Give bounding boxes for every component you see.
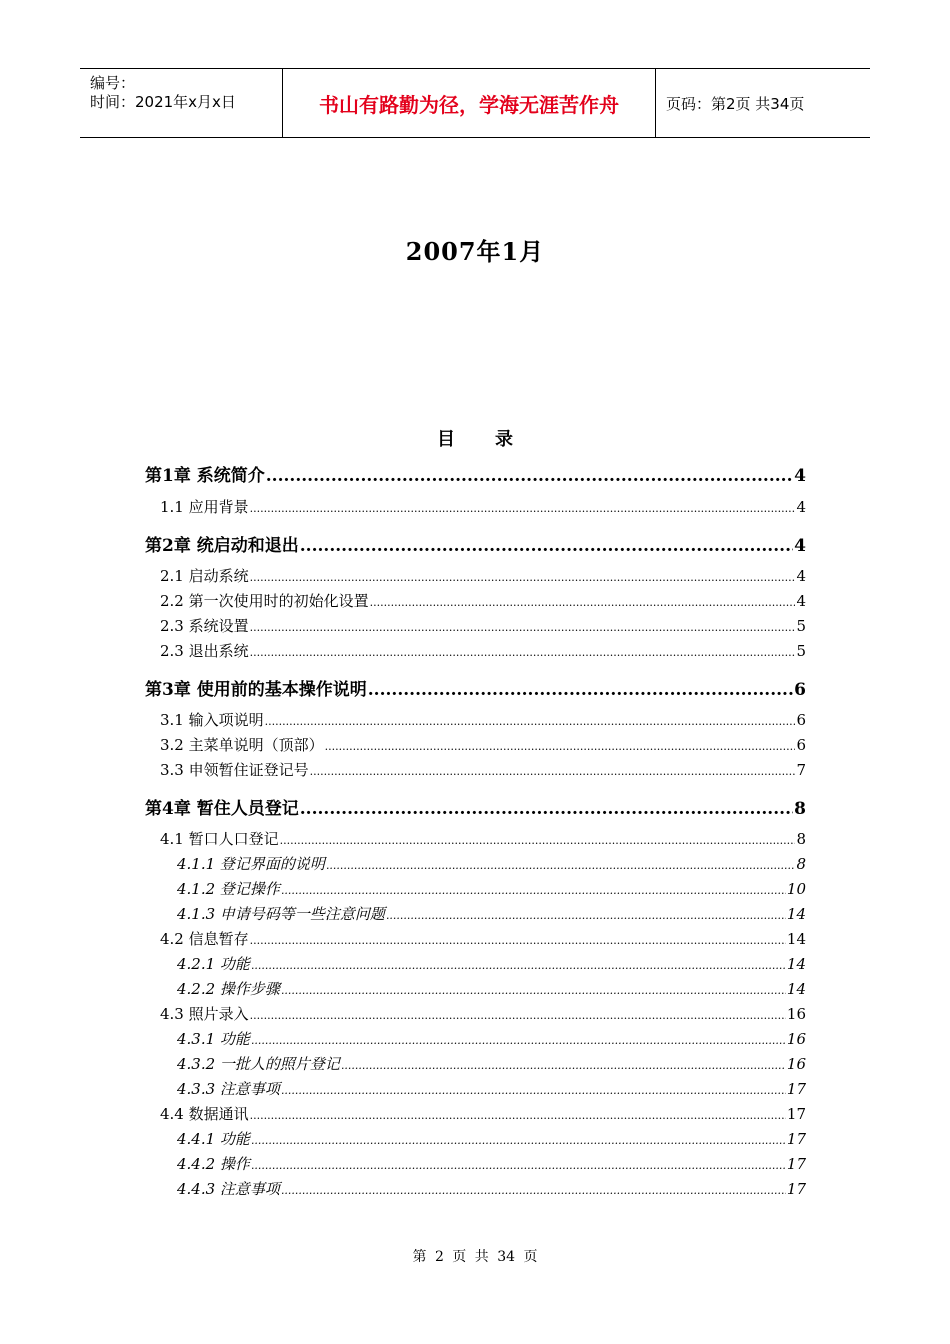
toc-chapter-entry[interactable] xyxy=(145,461,806,486)
toc-entry-label: 4.1 暂口人口登记 xyxy=(160,830,279,848)
toc-entry-page: 5 xyxy=(796,617,806,635)
toc-entry-page: 10 xyxy=(786,880,806,898)
toc-chapter-entry[interactable] xyxy=(145,794,806,819)
toc-leader-dots xyxy=(250,1109,786,1122)
toc-entry-page: 4 xyxy=(796,567,806,585)
toc-leader-dots xyxy=(325,740,796,753)
toc-entry-label: 4.1.1 登记界面的说明 xyxy=(177,855,325,873)
toc-subsection-entry[interactable] xyxy=(177,1078,806,1099)
toc-leader-dots xyxy=(281,1184,786,1197)
toc-leader-dots xyxy=(300,536,793,556)
toc-entry-label: 2.2 第一次使用时的初始化设置 xyxy=(160,592,369,610)
toc-section-entry[interactable] xyxy=(160,1103,806,1124)
toc-entry-label: 4.2.1 功能 xyxy=(177,955,250,973)
toc-title-char: 目 xyxy=(437,429,455,450)
toc-title xyxy=(0,425,950,451)
toc-leader-dots xyxy=(251,1134,786,1147)
toc-subsection-entry[interactable] xyxy=(177,853,806,874)
toc-chapter-entry[interactable] xyxy=(145,531,806,556)
header-number-label: 编号： xyxy=(90,74,136,92)
header-page-info: 页码：第2页 共34页 xyxy=(666,94,805,113)
date-title: 2007年1月 xyxy=(405,237,545,266)
toc-leader-dots xyxy=(326,859,796,872)
toc-entry-label: 第4章 暂住人员登记 xyxy=(145,799,299,819)
toc-entry-label: 1.1 应用背景 xyxy=(160,498,249,516)
toc-subsection-entry[interactable] xyxy=(177,953,806,974)
toc-entry-page: 4 xyxy=(796,498,806,516)
toc-section-entry[interactable] xyxy=(160,590,806,611)
toc-entry-label: 4.2.2 操作步骤 xyxy=(177,980,280,998)
toc-section-entry[interactable] xyxy=(160,615,806,636)
toc-leader-dots xyxy=(386,909,786,922)
toc-leader-dots xyxy=(281,984,786,997)
toc-section-entry[interactable] xyxy=(160,640,806,661)
toc-leader-dots xyxy=(251,1159,786,1172)
toc-entry-page: 4 xyxy=(794,536,806,556)
toc-leader-dots xyxy=(250,934,786,947)
toc-leader-dots xyxy=(250,646,796,659)
toc-entry-page: 16 xyxy=(786,1055,806,1073)
toc-subsection-entry[interactable] xyxy=(177,978,806,999)
toc-section-entry[interactable] xyxy=(160,496,806,517)
toc-entry-page: 17 xyxy=(786,1105,806,1123)
toc-leader-dots xyxy=(281,884,786,897)
toc-entry-page: 6 xyxy=(796,736,806,754)
toc-entry-label: 4.3.2 一批人的照片登记 xyxy=(177,1055,340,1073)
toc-subsection-entry[interactable] xyxy=(177,1053,806,1074)
toc-leader-dots xyxy=(251,959,786,972)
toc-entry-label: 4.3 照片录入 xyxy=(160,1005,249,1023)
toc-entry-page: 14 xyxy=(786,905,806,923)
toc-entry-page: 17 xyxy=(786,1180,806,1198)
toc-leader-dots xyxy=(250,621,796,634)
toc-entry-label: 4.4.2 操作 xyxy=(177,1155,250,1173)
toc-leader-dots xyxy=(280,834,796,847)
toc-leader-dots xyxy=(310,765,796,778)
toc-section-entry[interactable] xyxy=(160,1003,806,1024)
toc-section-entry[interactable] xyxy=(160,928,806,949)
toc-entry-page: 6 xyxy=(794,680,806,700)
toc-entry-label: 4.4.1 功能 xyxy=(177,1130,250,1148)
toc-entry-label: 4.4.3 注意事项 xyxy=(177,1180,280,1198)
toc-entry-page: 16 xyxy=(786,1005,806,1023)
toc-entry-page: 7 xyxy=(796,761,806,779)
header-motto: 书山有路勤为径，学海无涯苦作舟 xyxy=(319,92,619,117)
toc-subsection-entry[interactable] xyxy=(177,1028,806,1049)
header-divider xyxy=(655,69,656,137)
toc-entry-label: 3.1 输入项说明 xyxy=(160,711,264,729)
toc-subsection-entry[interactable] xyxy=(177,878,806,899)
toc-leader-dots xyxy=(250,1009,786,1022)
toc-leader-dots xyxy=(300,799,793,819)
toc-chapter-entry[interactable] xyxy=(145,675,806,700)
toc-entry-label: 4.4 数据通讯 xyxy=(160,1105,249,1123)
toc-leader-dots xyxy=(250,502,796,515)
toc-subsection-entry[interactable] xyxy=(177,1153,806,1174)
toc-entry-page: 14 xyxy=(786,955,806,973)
toc-entry-page: 14 xyxy=(786,980,806,998)
toc-entry-page: 5 xyxy=(796,642,806,660)
toc-entry-label: 2.3 退出系统 xyxy=(160,642,249,660)
toc-leader-dots xyxy=(251,1034,786,1047)
toc-subsection-entry[interactable] xyxy=(177,903,806,924)
toc-entry-page: 17 xyxy=(786,1155,806,1173)
toc-entry-label: 2.3 系统设置 xyxy=(160,617,249,635)
header-info-cell xyxy=(80,69,282,137)
toc-entry-label: 4.1.2 登记操作 xyxy=(177,880,280,898)
toc-entry-label: 4.2 信息暂存 xyxy=(160,930,249,948)
document-header xyxy=(80,68,870,138)
toc-subsection-entry[interactable] xyxy=(177,1128,806,1149)
toc-entry-page: 6 xyxy=(796,711,806,729)
toc-entry-page: 17 xyxy=(786,1130,806,1148)
toc-entry-label: 3.2 主菜单说明（顶部） xyxy=(160,736,324,754)
toc-entry-label: 第3章 使用前的基本操作说明 xyxy=(145,680,367,700)
toc-entry-label: 4.3.1 功能 xyxy=(177,1030,250,1048)
toc-entry-page: 8 xyxy=(796,855,806,873)
toc-leader-dots xyxy=(368,680,793,700)
header-time-label: 时间：2021年x月x日 xyxy=(90,93,236,111)
toc-entry-page: 14 xyxy=(786,930,806,948)
toc-leader-dots xyxy=(281,1084,786,1097)
toc-entry-page: 8 xyxy=(794,799,806,819)
toc-entry-label: 3.3 申领暂住证登记号 xyxy=(160,761,309,779)
toc-entry-label: 第1章 系统简介 xyxy=(145,466,265,486)
toc-entry-page: 4 xyxy=(796,592,806,610)
toc-entry-page: 16 xyxy=(786,1030,806,1048)
toc-subsection-entry[interactable] xyxy=(177,1178,806,1199)
toc-entry-page: 17 xyxy=(786,1080,806,1098)
toc-leader-dots xyxy=(250,571,796,584)
toc-leader-dots xyxy=(341,1059,786,1072)
toc-section-entry[interactable] xyxy=(160,734,806,755)
toc-entry-page: 4 xyxy=(794,466,806,486)
toc-leader-dots xyxy=(265,715,796,728)
toc-leader-dots xyxy=(370,596,796,609)
page-footer: 第 2 页 共 34 页 xyxy=(412,1249,538,1265)
toc-entry-label: 2.1 启动系统 xyxy=(160,567,249,585)
toc-entry-label: 第2章 统启动和退出 xyxy=(145,536,299,556)
toc-entry-label: 4.1.3 申请号码等一些注意问题 xyxy=(177,905,385,923)
toc-section-entry[interactable] xyxy=(160,709,806,730)
toc-section-entry[interactable] xyxy=(160,828,806,849)
toc-entry-page: 8 xyxy=(796,830,806,848)
toc-leader-dots xyxy=(266,466,793,486)
toc-title-char: 录 xyxy=(495,429,513,450)
toc-entry-label: 4.3.3 注意事项 xyxy=(177,1080,280,1098)
toc-section-entry[interactable] xyxy=(160,759,806,780)
toc-section-entry[interactable] xyxy=(160,565,806,586)
